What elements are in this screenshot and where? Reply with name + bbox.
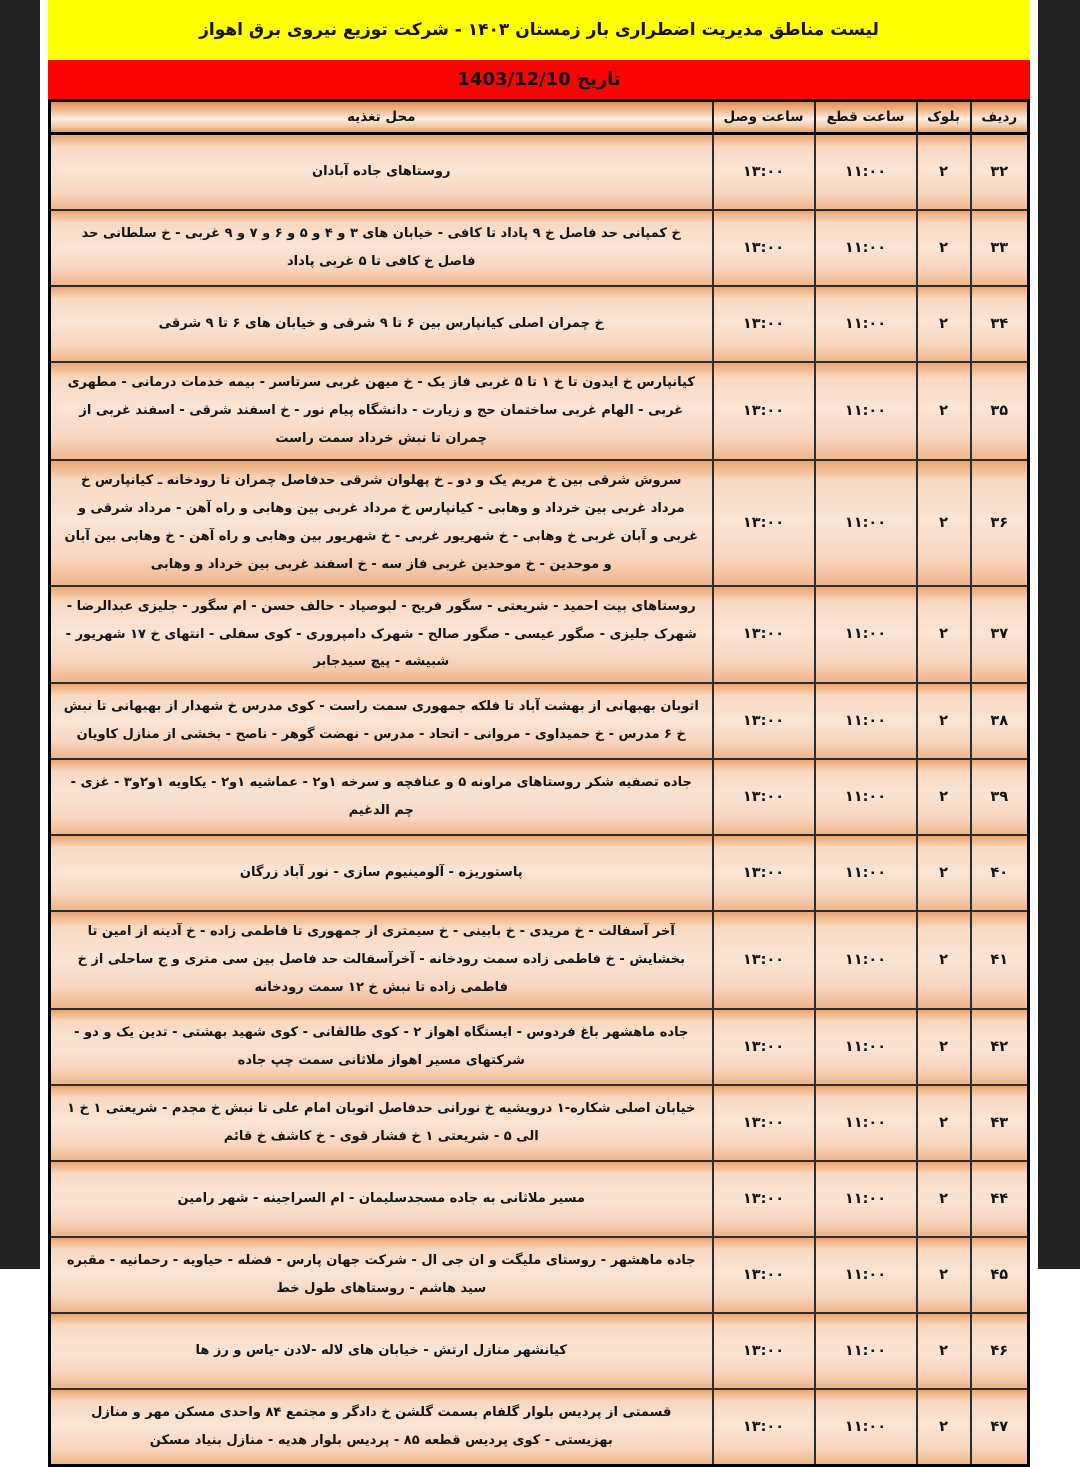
row-number-cell: ۴۳ (971, 1085, 1029, 1161)
row-number-cell: ۳۲ (971, 134, 1029, 211)
block-cell: ۲ (917, 1389, 971, 1466)
table-row (50, 835, 1029, 911)
block-cell: ۲ (917, 586, 971, 684)
cut-time-cell: ۱۱:۰۰ (815, 1237, 917, 1313)
location-cell: خ کمپانی حد فاصل خ ۹ پاداد تا کافی - خیابان های ۳ و ۴ و ۵ و ۶ و ۷ و ۹ غربی - خ سلطانی حد فاصل خ کافی تا ۵ غربی پاداد (50, 210, 713, 286)
reconnect-time-cell: ۱۳:۰۰ (713, 1313, 815, 1389)
reconnect-time-cell: ۱۳:۰۰ (713, 286, 815, 362)
row-number-cell: ۳۷ (971, 586, 1029, 684)
row-number-cell: ۴۶ (971, 1313, 1029, 1389)
reconnect-time-cell: ۱۳:۰۰ (713, 210, 815, 286)
cut-time-cell: ۱۱:۰۰ (815, 134, 917, 211)
col-header-block: بلوک (917, 101, 971, 134)
cut-time-cell: ۱۱:۰۰ (815, 835, 917, 911)
location-cell: جاده ماهشهر - روستای ملیگت و ان جی ال - شرکت جهان پارس - فضله - حیاویه - رحمانیه - مقبره سید هاشم - روستاهای طول خط (50, 1237, 713, 1313)
cut-time-cell: ۱۱:۰۰ (815, 460, 917, 586)
cut-time-cell: ۱۱:۰۰ (815, 210, 917, 286)
row-number-cell: ۴۵ (971, 1237, 1029, 1313)
row-number-cell: ۳۶ (971, 460, 1029, 586)
table-row (50, 759, 1029, 835)
block-cell: ۲ (917, 683, 971, 759)
reconnect-time-cell: ۱۳:۰۰ (713, 1389, 815, 1466)
row-number-cell: ۴۱ (971, 911, 1029, 1009)
location-cell: قسمتی از پردیس بلوار گلفام بسمت گلشن خ دادگر و مجتمع ۸۴ واحدی مسکن مهر و منازل بهزیستی - کوی پردیس قطعه ۸۵ - پردیس بلوار هدیه - منازل بنیاد مسکن (50, 1389, 713, 1466)
location-cell: خ چمران اصلی کیانپارس بین ۶ تا ۹ شرقی و خیابان های ۶ تا ۹ شرقی (50, 286, 713, 362)
table-row (50, 911, 1029, 1009)
title-bar (48, 0, 1030, 60)
location-cell: خیابان اصلی شکاره-۱ درویشیه خ نورانی حدفاصل اتوبان امام علی تا نبش خ مجدم - شریعتی ۱ خ ۱ الی ۵ - شریعتی ۱ خ فشار قوی - خ کاشف خ قائم (50, 1085, 713, 1161)
table-row (50, 1085, 1029, 1161)
cut-time-cell: ۱۱:۰۰ (815, 586, 917, 684)
table-row (50, 460, 1029, 586)
table-row (50, 134, 1029, 211)
table-row (50, 286, 1029, 362)
location-cell: روستاهای جاده آبادان (50, 134, 713, 211)
date-label: تاریخ 1403/12/10 (457, 69, 621, 90)
reconnect-time-cell: ۱۳:۰۰ (713, 134, 815, 211)
block-cell: ۲ (917, 1237, 971, 1313)
block-cell: ۲ (917, 1161, 971, 1237)
table-row (50, 1009, 1029, 1085)
reconnect-time-cell: ۱۳:۰۰ (713, 1085, 815, 1161)
cut-time-cell: ۱۱:۰۰ (815, 1389, 917, 1466)
cut-time-cell: ۱۱:۰۰ (815, 683, 917, 759)
location-cell: جاده ماهشهر باغ فردوس - ایستگاه اهواز ۲ - کوی طالقانی - کوی شهید بهشتی - تدین یک و دو - شرکتهای مسیر اهواز ملاثانی سمت چپ جاده (50, 1009, 713, 1085)
block-cell: ۲ (917, 1085, 971, 1161)
table-row (50, 1161, 1029, 1237)
cut-time-cell: ۱۱:۰۰ (815, 362, 917, 460)
reconnect-time-cell: ۱۳:۰۰ (713, 835, 815, 911)
table-row (50, 362, 1029, 460)
location-cell: کیانپارس خ ایدون تا خ ۱ تا ۵ غربی فاز یک - خ میهن غربی سرتاسر - بیمه خدمات درمانی - مطهری غربی - الهام غربی ساختمان حج و زیارت - دانشگاه پیام نور - خ اسفند شرقی - اسفند غربی از چمران تا نبش خرداد سمت راست (50, 362, 713, 460)
location-cell: پاستوریزه - آلومینیوم سازی - نور آباد زرگان (50, 835, 713, 911)
page-title: لیست مناطق مدیریت اضطراری بار زمستان ۱۴۰۳ - شرکت توزیع نیروی برق اهواز (199, 20, 879, 40)
block-cell: ۲ (917, 460, 971, 586)
row-number-cell: ۳۹ (971, 759, 1029, 835)
cut-time-cell: ۱۱:۰۰ (815, 759, 917, 835)
row-number-cell: ۴۷ (971, 1389, 1029, 1466)
table-row (50, 1389, 1029, 1466)
cut-time-cell: ۱۱:۰۰ (815, 1009, 917, 1085)
col-header-location: محل تغذیه (50, 101, 713, 134)
location-cell: آخر آسفالت - خ مریدی - خ بابینی - خ سیمتری از جمهوری تا فاطمی زاده - خ آدینه از امین تا بخشایش - خ فاطمی زاده سمت رودخانه - آخرآسفالت حد فاصل بین سی متری و ج ساحلی از خ فاطمی زاده تا نبش خ ۱۲ سمت رودخانه (50, 911, 713, 1009)
row-number-cell: ۴۲ (971, 1009, 1029, 1085)
reconnect-time-cell: ۱۳:۰۰ (713, 911, 815, 1009)
col-header-reconnect-time: ساعت وصل (713, 101, 815, 134)
date-bar (48, 60, 1030, 99)
table-row (50, 1237, 1029, 1313)
row-number-cell: ۴۴ (971, 1161, 1029, 1237)
cut-time-cell: ۱۱:۰۰ (815, 1313, 917, 1389)
block-cell: ۲ (917, 1009, 971, 1085)
block-cell: ۲ (917, 362, 971, 460)
location-cell: سروش شرقی بین خ مریم یک و دو ـ خ پهلوان شرقی حدفاصل چمران تا رودخانه ـ کیانپارس خ مرداد غربی بین خرداد و وهابی - کیانپارس خ مرداد غربی بین وهابی و راه آهن - مرداد شرقی و غربی و آبان غربی خ وهابی - خ شهریور غربی - خ شهریور بین وهابی و راه آهن - خ وهابی بین آبان و موحدین - خ موحدین غربی فاز سه - خ اسفند غربی بین خرداد و وهابی (50, 460, 713, 586)
location-cell: کیانشهر منازل ارتش - خیابان های لاله -لادن -یاس و رز ها (50, 1313, 713, 1389)
reconnect-time-cell: ۱۳:۰۰ (713, 362, 815, 460)
row-number-cell: ۳۳ (971, 210, 1029, 286)
cut-time-cell: ۱۱:۰۰ (815, 1085, 917, 1161)
location-cell: اتوبان بهبهانی از بهشت آباد تا فلکه جمهوری سمت راست - کوی مدرس خ شهدار از بهبهانی تا نبش خ ۶ مدرس - خ حمیداوی - مروانی - اتحاد - مدرس - نهضت گوهر - ناصح - بخشی از منازل کاویان (50, 683, 713, 759)
block-cell: ۲ (917, 759, 971, 835)
block-cell: ۲ (917, 210, 971, 286)
reconnect-time-cell: ۱۳:۰۰ (713, 683, 815, 759)
row-number-cell: ۳۸ (971, 683, 1029, 759)
row-number-cell: ۳۴ (971, 286, 1029, 362)
table-row (50, 210, 1029, 286)
table-row (50, 1313, 1029, 1389)
left-black-strip (0, 0, 40, 1269)
cut-time-cell: ۱۱:۰۰ (815, 911, 917, 1009)
block-cell: ۲ (917, 1313, 971, 1389)
row-number-cell: ۴۰ (971, 835, 1029, 911)
document-content (48, 0, 1030, 1467)
reconnect-time-cell: ۱۳:۰۰ (713, 1009, 815, 1085)
block-cell: ۲ (917, 911, 971, 1009)
block-cell: ۲ (917, 835, 971, 911)
schedule-body (50, 134, 1029, 1466)
outage-schedule-table (48, 99, 1030, 1467)
reconnect-time-cell: ۱۳:۰۰ (713, 586, 815, 684)
header-row (50, 101, 1029, 134)
location-cell: مسیر ملاثانی به جاده مسجدسلیمان - ام السراجینه - شهر رامین (50, 1161, 713, 1237)
cut-time-cell: ۱۱:۰۰ (815, 1161, 917, 1237)
row-number-cell: ۳۵ (971, 362, 1029, 460)
reconnect-time-cell: ۱۳:۰۰ (713, 1161, 815, 1237)
location-cell: روستاهای بیت احمید - شریعتی - سگور فریح - لبوصیاد - حالف حسن - ام سگور - جلیزی عبدالرضا - شهرک جلیزی - صگور عیسی - صگور صالح - شهرک دامپروری - کوی سفلی - انتهای خ ۱۷ شهریور - شبیشه - پیچ سیدجابر (50, 586, 713, 684)
reconnect-time-cell: ۱۳:۰۰ (713, 460, 815, 586)
col-header-cut-time: ساعت قطع (815, 101, 917, 134)
cut-time-cell: ۱۱:۰۰ (815, 286, 917, 362)
reconnect-time-cell: ۱۳:۰۰ (713, 759, 815, 835)
block-cell: ۲ (917, 286, 971, 362)
table-row (50, 586, 1029, 684)
col-header-row-number: ردیف (971, 101, 1029, 134)
table-row (50, 683, 1029, 759)
reconnect-time-cell: ۱۳:۰۰ (713, 1237, 815, 1313)
location-cell: جاده تصفیه شکر روستاهای مراونه ۵ و عنافچه و سرخه ۱و۲ - عماشیه ۱و۲ - یکاویه ۱و۲و۳ - غزی - چم الدغیم (50, 759, 713, 835)
right-black-strip (1038, 0, 1080, 1269)
block-cell: ۲ (917, 134, 971, 211)
